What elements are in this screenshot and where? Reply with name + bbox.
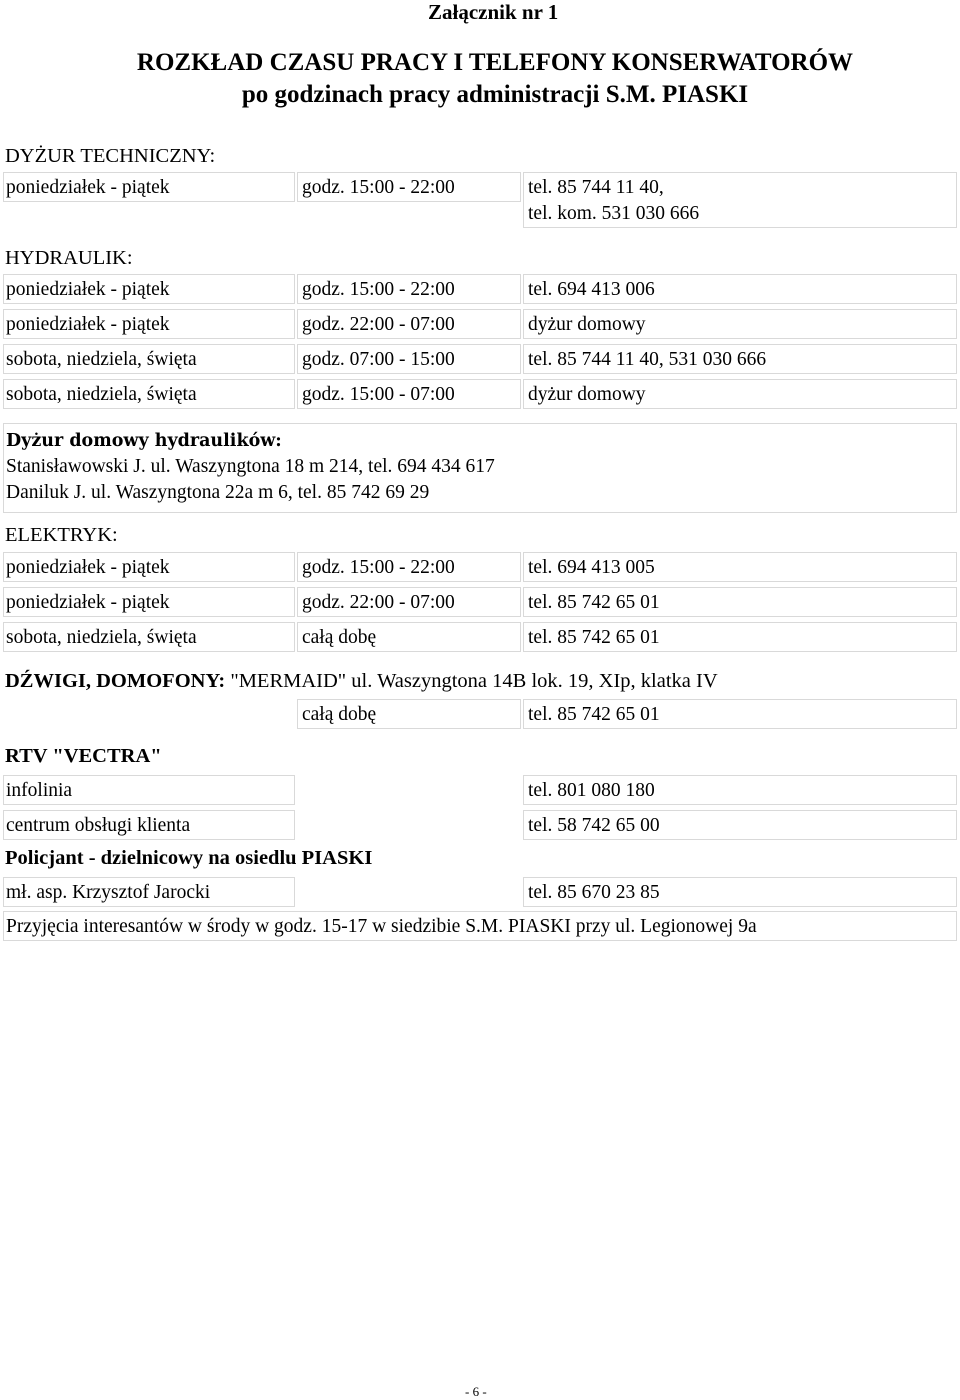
lifts-heading-company: "MERMAID" ul. Waszyngtona 14B lok. 19, XIp, klatka IV [230,670,718,692]
hydraulic-row-1-info: tel. 694 413 006 [528,279,655,300]
electric-row-2-day: poniedziałek - piątek [6,592,170,613]
electric-row-1-info: tel. 694 413 005 [528,557,655,578]
page-title: ROZKŁAD CZASU PRACY I TELEFONY KONSERWATORÓW [136,49,854,76]
rtv-hotline-phone: tel. 801 080 180 [528,780,655,801]
page-number: - 6 - [465,1384,487,1399]
lifts-phone: tel. 85 742 65 01 [528,704,660,725]
rtv-hotline-label: infolinia [6,780,73,801]
hydraulic-row-2-time: godz. 22:00 - 07:00 [302,314,455,335]
technical-phone-1: tel. 85 744 11 40, [528,177,664,198]
technical-day: poniedziałek - piątek [6,177,170,198]
police-officer-name: mł. asp. Krzysztof Jarocki [6,882,211,903]
hydraulic-row-1-day: poniedziałek - piątek [6,279,170,300]
rtv-service-label: centrum obsługi klienta [6,815,191,836]
electric-row-1-time: godz. 15:00 - 22:00 [302,557,455,578]
hydraulic-heading: HYDRAULIK: [5,247,133,269]
police-office-hours: Przyjęcia interesantów w środy w godz. 15-17 w siedzibie S.M. PIASKI przy ul. Legionowej 9a [6,916,757,937]
home-duty-person-2: Daniluk J. ul. Waszyngtona 22a m 6, tel. 85 742 69 29 [6,482,430,503]
hydraulic-row-3-info: tel. 85 744 11 40, 531 030 666 [528,349,767,370]
technical-heading: DYŻUR TECHNICZNY: [5,145,216,167]
rtv-service-phone: tel. 58 742 65 00 [528,815,660,836]
rtv-heading: RTV "VECTRA" [5,745,162,767]
police-officer-phone: tel. 85 670 23 85 [528,882,660,903]
hydraulic-row-3-time: godz. 07:00 - 15:00 [302,349,455,370]
electric-row-3-time: całą dobę [302,627,377,648]
electric-row-3-day: sobota, niedziela, święta [6,627,197,648]
hydraulic-row-1-time: godz. 15:00 - 22:00 [302,279,455,300]
electric-heading: ELEKTRYK: [5,524,118,546]
lifts-time: całą dobę [302,704,377,725]
technical-phone-2: tel. kom. 531 030 666 [528,203,700,224]
electric-row-3-info: tel. 85 742 65 01 [528,627,660,648]
home-duty-heading: Dyżur domowy hydraulików: [6,431,282,451]
electric-row-2-time: godz. 22:00 - 07:00 [302,592,455,613]
hydraulic-row-4-info: dyżur domowy [528,384,646,405]
page-subtitle: po godzinach pracy administracji S.M. PIASKI [241,81,749,108]
hydraulic-row-4-day: sobota, niedziela, święta [6,384,197,405]
electric-row-1-day: poniedziałek - piątek [6,557,170,578]
annex-label: Załącznik nr 1 [428,0,559,24]
hydraulic-row-4-time: godz. 15:00 - 07:00 [302,384,455,405]
home-duty-person-1: Stanisławowski J. ul. Waszyngtona 18 m 214, tel. 694 434 617 [6,456,495,477]
hydraulic-row-2-day: poniedziałek - piątek [6,314,170,335]
hydraulic-row-3-day: sobota, niedziela, święta [6,349,197,370]
police-heading: Policjant - dzielnicowy na osiedlu PIASKI [5,847,373,869]
technical-time: godz. 15:00 - 22:00 [302,177,455,198]
lifts-heading [5,669,718,693]
electric-row-2-info: tel. 85 742 65 01 [528,592,660,613]
lifts-heading-label: DŹWIGI, DOMOFONY: [5,670,226,692]
hydraulic-row-2-info: dyżur domowy [528,314,646,335]
